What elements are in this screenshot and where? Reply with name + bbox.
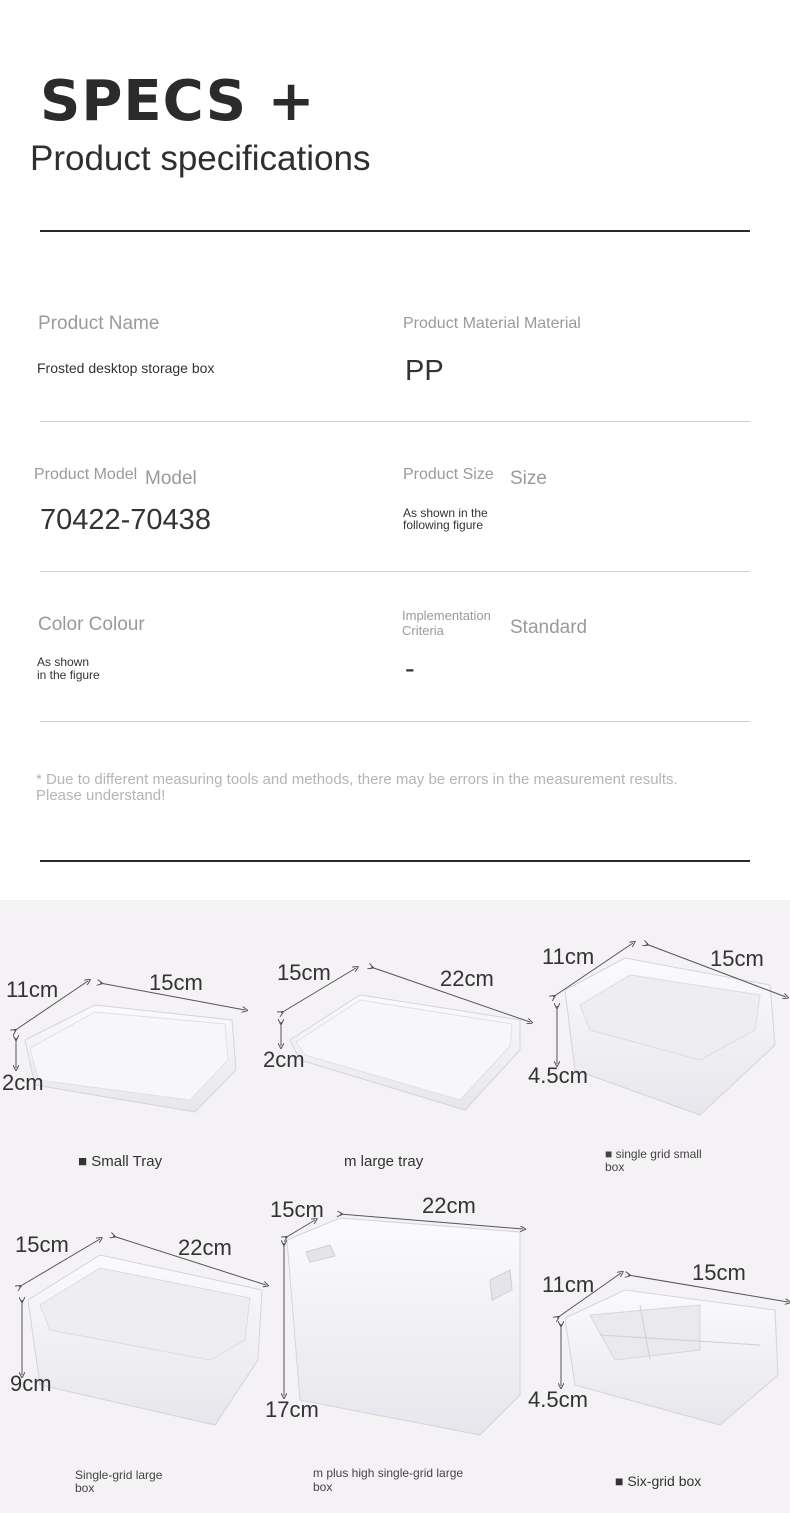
dim-width: 11cm (6, 977, 59, 1002)
dim-height: 2cm (263, 1047, 305, 1072)
dim-width: 11cm (542, 944, 595, 969)
standard-label-en: Standard (510, 617, 588, 638)
product-caption-line2: box (605, 1160, 625, 1174)
dim-width: 11cm (542, 1272, 595, 1297)
dim-height: 4.5cm (528, 1063, 588, 1088)
note-line1: * Due to different measuring tools and methods, there may be errors in the measurement results. (36, 771, 678, 788)
single-grid-large-box-illustration (19, 1236, 266, 1425)
row-divider (40, 421, 750, 422)
measurement-note (36, 772, 716, 804)
row-divider (40, 571, 750, 572)
product-illustrations (0, 900, 790, 1513)
dim-length: 22cm (440, 966, 494, 991)
dim-length: 15cm (149, 970, 203, 995)
product-name-label: Product Name (38, 313, 160, 334)
note-line2: Please understand! (36, 787, 166, 804)
product-caption: m large tray (344, 1153, 424, 1170)
model-value: 70422-70438 (40, 504, 211, 536)
product-caption-line1: m plus high single-grid large (313, 1466, 464, 1480)
dim-height: 9cm (10, 1371, 52, 1396)
size-label: Product Size (403, 466, 494, 483)
size-label-en: Size (510, 468, 547, 489)
dim-length: 22cm (178, 1235, 232, 1260)
product-gallery (0, 900, 790, 1513)
row-divider (40, 721, 750, 722)
product-caption-line1: Single-grid large (75, 1468, 163, 1482)
product-name-value: Frosted desktop storage box (37, 360, 215, 376)
dim-height: 2cm (2, 1070, 44, 1095)
header-divider (40, 230, 750, 232)
product-caption-line2: box (313, 1480, 333, 1494)
standard-value: - (405, 653, 415, 685)
color-label: Color Colour (38, 614, 145, 635)
dim-width: 15cm (277, 960, 331, 985)
plus-high-box-illustration (284, 1214, 523, 1435)
standard-label-line1: Implementation (402, 608, 491, 623)
dim-length: 15cm (692, 1260, 746, 1285)
material-value: PP (405, 355, 444, 387)
specs-title: SPECS + (40, 69, 316, 134)
dim-length: 15cm (710, 946, 764, 971)
standard-label-line2: Criteria (402, 623, 444, 638)
dim-width: 15cm (15, 1232, 69, 1257)
dim-width: 15cm (270, 1197, 324, 1222)
product-caption-line2: box (75, 1481, 95, 1495)
product-caption-line1: ■ single grid small (605, 1147, 702, 1161)
color-value-line1: As shown (37, 655, 90, 669)
section-divider (40, 860, 750, 862)
product-caption: ■ Small Tray (78, 1153, 163, 1170)
page-subtitle: Product specifications (30, 139, 371, 178)
product-caption: ■ Six-grid box (615, 1473, 702, 1489)
material-label: Product Material Material (403, 315, 581, 332)
dim-height: 4.5cm (528, 1387, 588, 1412)
model-label: Product Model (34, 466, 138, 483)
color-value-line2: in the figure (37, 668, 100, 682)
dim-height: 17cm (265, 1397, 319, 1422)
dim-length: 22cm (422, 1193, 476, 1218)
size-value-line1: As shown in the (403, 506, 488, 520)
size-value-line2: following figure (403, 518, 484, 532)
model-label-en: Model (145, 468, 197, 489)
